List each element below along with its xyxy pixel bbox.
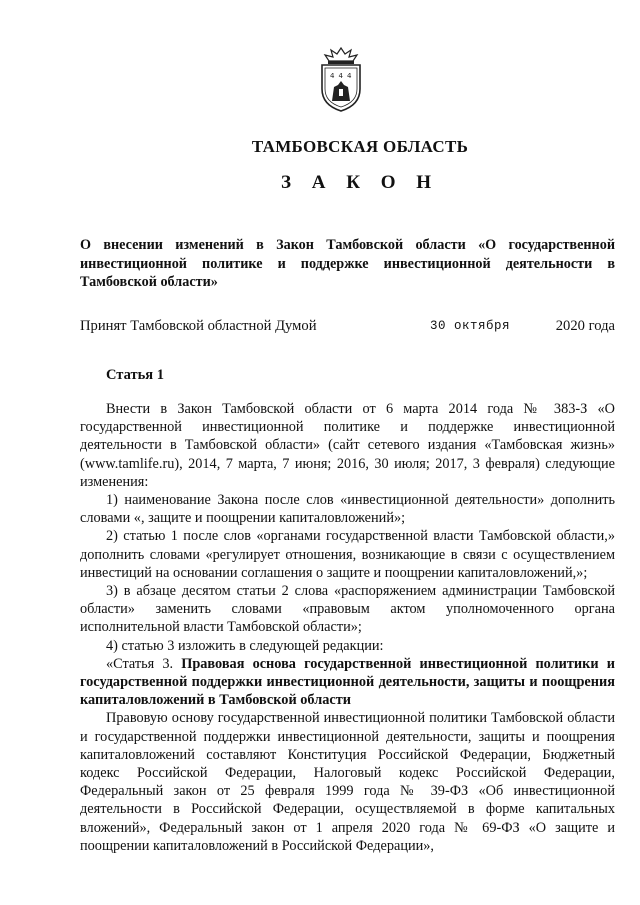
adopted-by: Принят Тамбовской областной Думой [80,318,317,334]
paragraph [80,655,615,710]
paragraph: Внести в Закон Тамбовской области от 6 марта 2014 года № 383-З «О государственной инвестиционной политике и поддержке инвестиционной деятельности в Тамбовской области» (сайт сетевого издания «Тамбовская жизнь» (www.tamlife.ru), 2014, 7 марта, 7 июня; 2016, 30 июля; 2017, 3 февраля) следующие изменения: [80,401,615,490]
document-type-title: З А К О Н [280,172,440,193]
adoption-year: 2020 года [555,318,615,334]
coat-of-arms-emblem [318,45,364,113]
paragraph: 2) статью 1 после слов «органами государственной власти Тамбовской области,» дополнить словами «регулирует отношения, возникающие в связи с осуществлением инвестиций на основании соглашения о защите и поощрении капиталовложений,»; [80,528,615,581]
region-title: ТАМБОВСКАЯ ОБЛАСТЬ [251,137,469,156]
article-3-prefix: «Статья 3. [106,655,182,672]
article-3-title: Правовая основа государственной инвестиционной политики и государственной поддержки инвестиционной деятельности, защиты и поощрения капиталовложений в Тамбовской области [80,655,615,709]
paragraph: Правовую основу государственной инвестиционной политики Тамбовской области и государственной поддержки инвестиционной деятельности, защиты и поощрения капиталовложений составляют Конституция Российской Федерации, Бюджетный кодекс Российской Федерации, Налоговый кодекс Российской Федерации, Федеральный закон от 25 февраля 1999 года № 39-ФЗ «Об инвестиционной деятельности в Российской Федерации, осуществляемой в форме капитальных вложений», Федеральный закон от 1 апреля 2020 года № 69-ФЗ «О защите и поощрении капиталовложений в Российской Федерации», [80,710,615,854]
svg-text:4: 4 [338,72,343,80]
svg-text:4: 4 [330,72,335,80]
adoption-date: 30 октября [430,319,511,333]
article-heading: Статья 1 [106,367,164,383]
law-subject: О внесении изменений в Закон Тамбовской области «О государственной инвестиционной политике и поддержке инвестиционной деятельности в Тамбовской области» [80,237,615,290]
paragraph: 1) наименование Закона после слов «инвестиционной деятельности» дополнить словами «, защите и поощрении капиталовложений»; [80,492,615,527]
paragraph: 3) в абзаце десятом статьи 2 слова «распоряжением администрации Тамбовской области» заменить словами «правовым актом уполномоченного органа исполнительной власти Тамбовской области»; [80,583,615,636]
article-body [80,400,615,855]
paragraph: 4) статью 3 изложить в следующей редакции: [106,637,384,654]
adoption-line [80,318,615,338]
svg-text:4: 4 [347,72,352,80]
